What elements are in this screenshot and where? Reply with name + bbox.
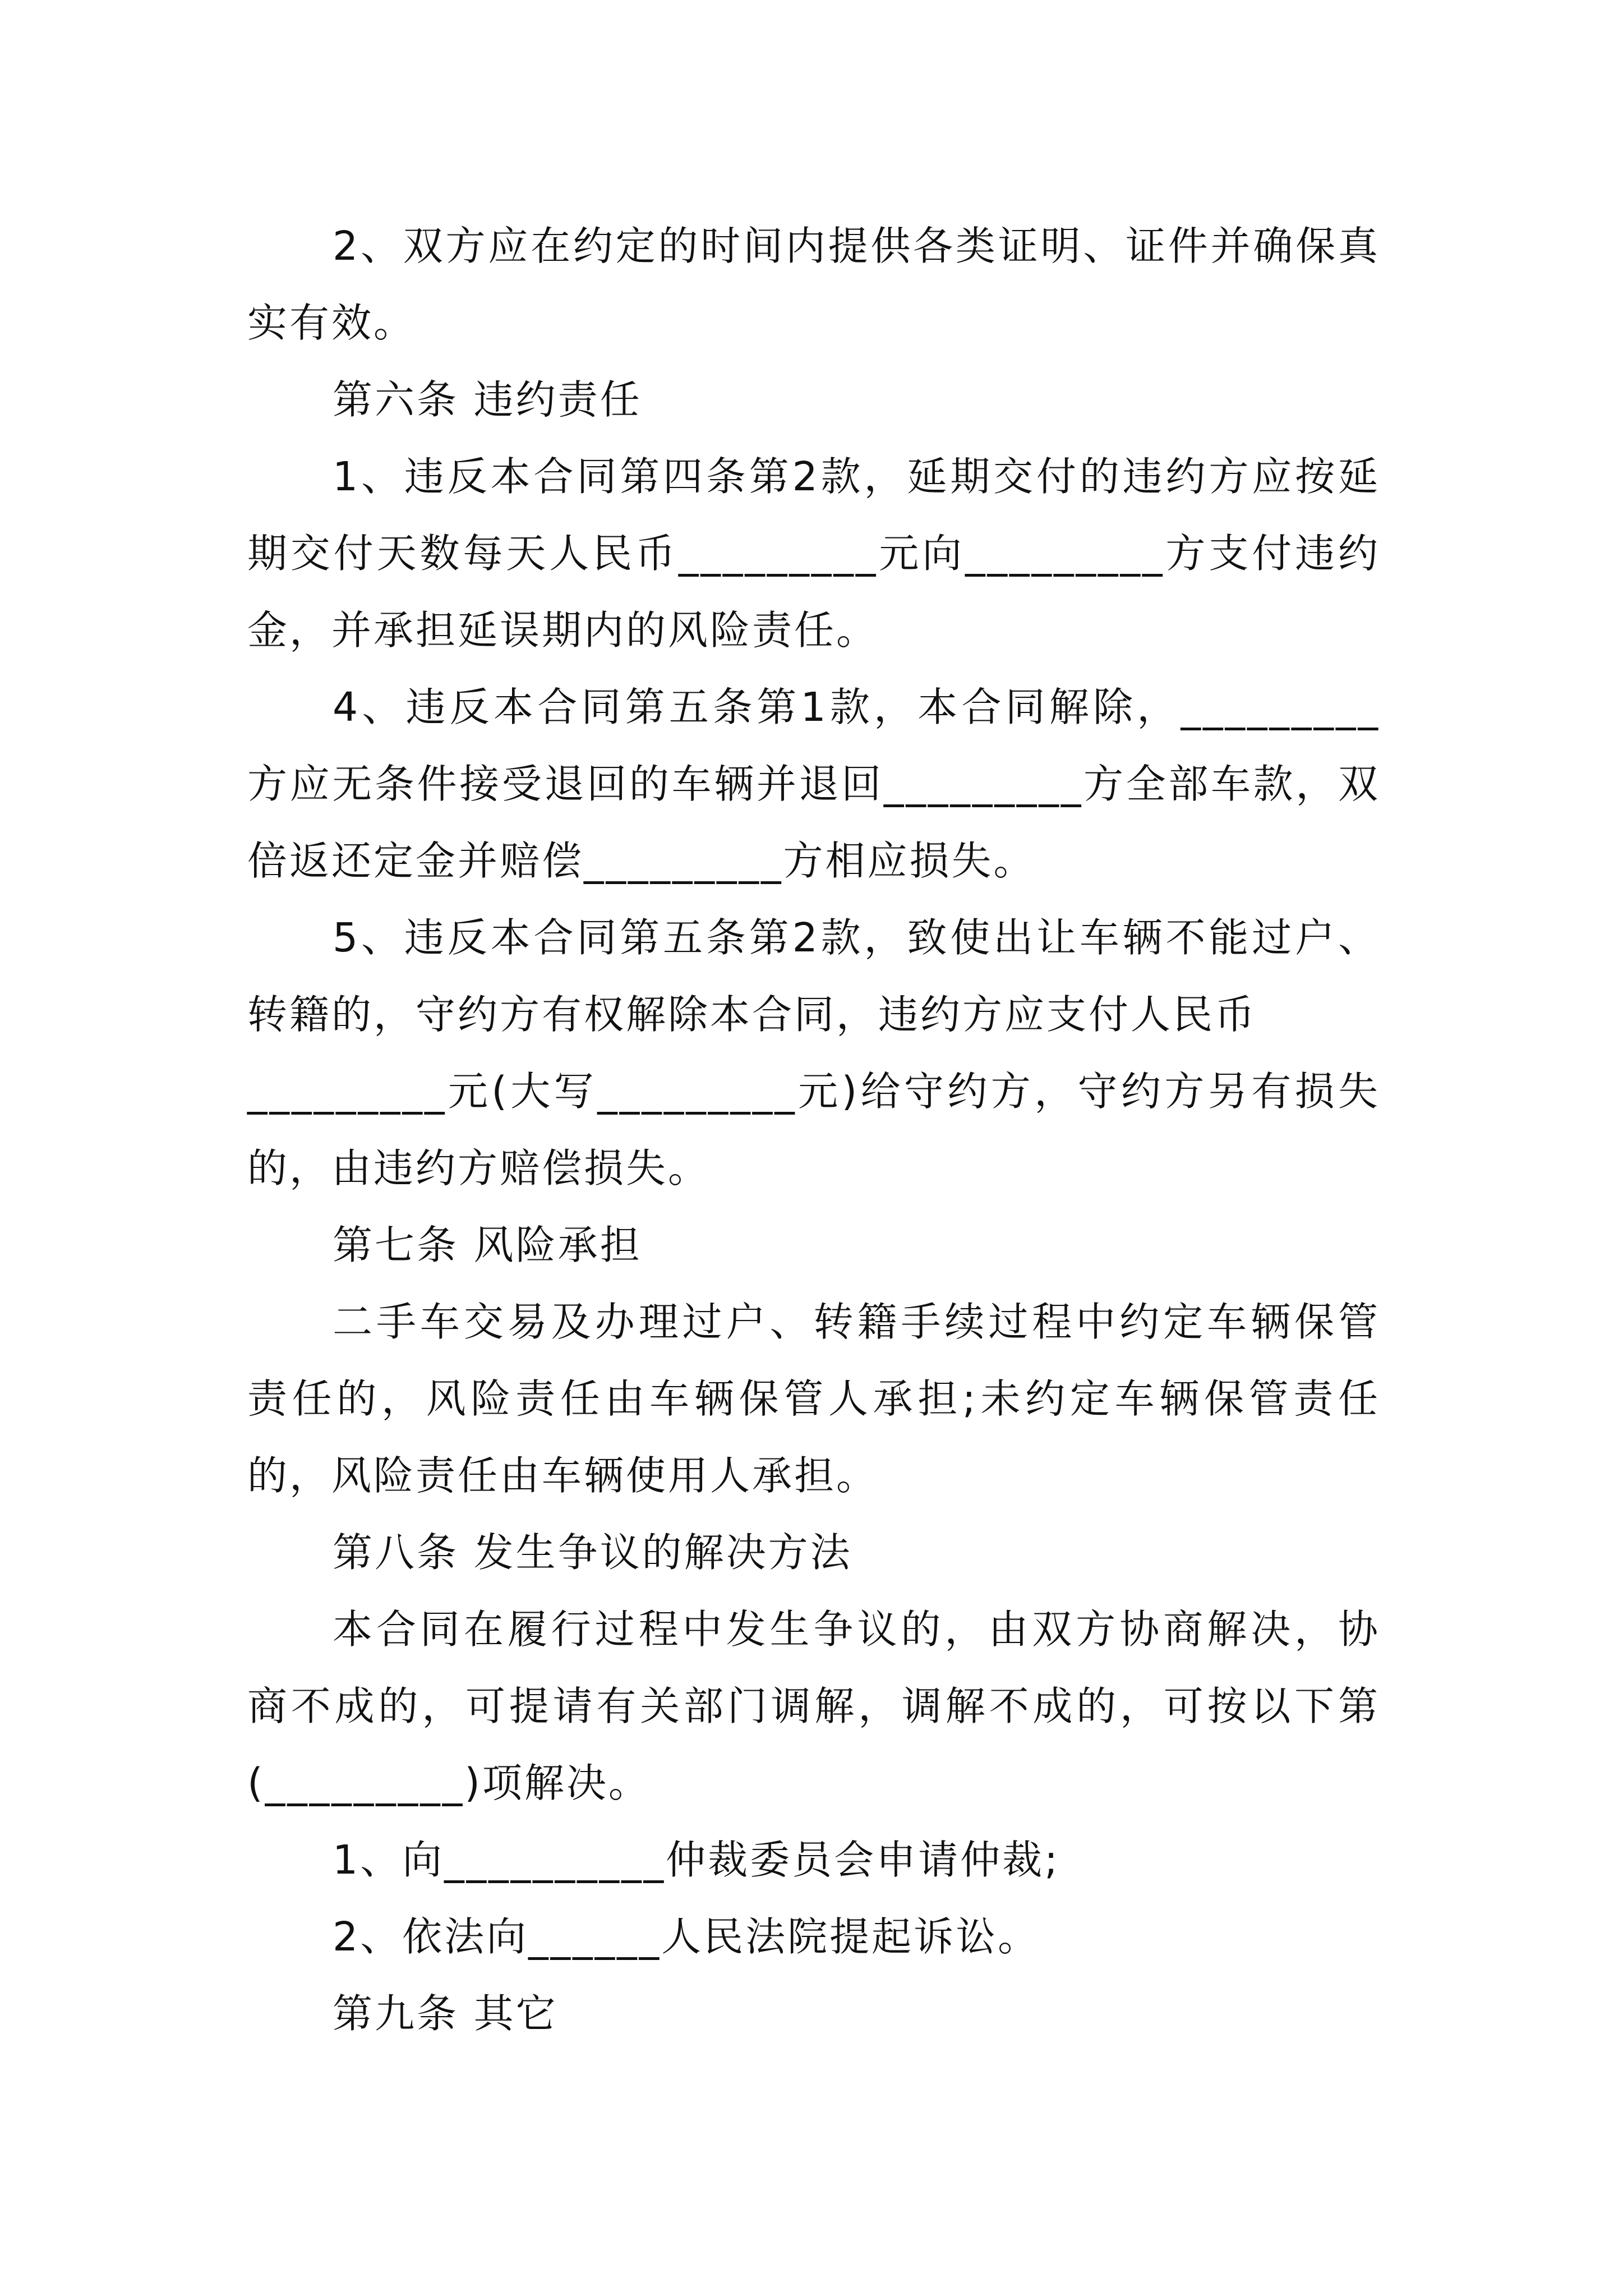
clause-8-item-2: 2、依法向______人民法院提起诉讼。 xyxy=(333,1913,1040,1960)
heading-article-8: 第八条 发生争议的解决方法 xyxy=(333,1529,852,1576)
clause-6-item-5-continued: _________元(大写_________元)给守约方，守约方另有损失的，由违约方赔偿损失。 xyxy=(247,1068,1380,1191)
document-body xyxy=(247,208,1380,2052)
clause-8-item-1: 1、向__________仲裁委员会申请仲裁; xyxy=(333,1837,1061,1883)
clause-6-item-4: 4、违反本合同第五条第1款，本合同解除，_________方应无条件接受退回的车辆并退回_________方全部车款，双倍返还定金并赔偿_________方相应损失。 xyxy=(247,684,1380,884)
clause-5-item-2: 2、双方应在约定的时间内提供各类证明、证件并确保真实有效。 xyxy=(247,223,1380,346)
clause-7-body: 二手车交易及办理过户、转籍手续过程中约定车辆保管责任的，风险责任由车辆保管人承担;未约定车辆保管责任的，风险责任由车辆使用人承担。 xyxy=(247,1299,1380,1499)
clause-6-item-1: 1、违反本合同第四条第2款，延期交付的违约方应按延期交付天数每天人民币_________元向_________方支付违约金，并承担延误期内的风险责任。 xyxy=(247,453,1380,654)
heading-article-7: 第七条 风险承担 xyxy=(333,1222,642,1268)
clause-8-body: 本合同在履行过程中发生争议的，由双方协商解决，协商不成的，可提请有关部门调解，调解不成的，可按以下第(_________)项解决。 xyxy=(247,1606,1380,1806)
clause-6-item-5: 5、违反本合同第五条第2款，致使出让车辆不能过户、转籍的，守约方有权解除本合同，违约方应支付人民币 xyxy=(247,914,1380,1038)
heading-article-6: 第六条 违约责任 xyxy=(333,376,642,423)
heading-article-9: 第九条 其它 xyxy=(333,1990,558,2037)
